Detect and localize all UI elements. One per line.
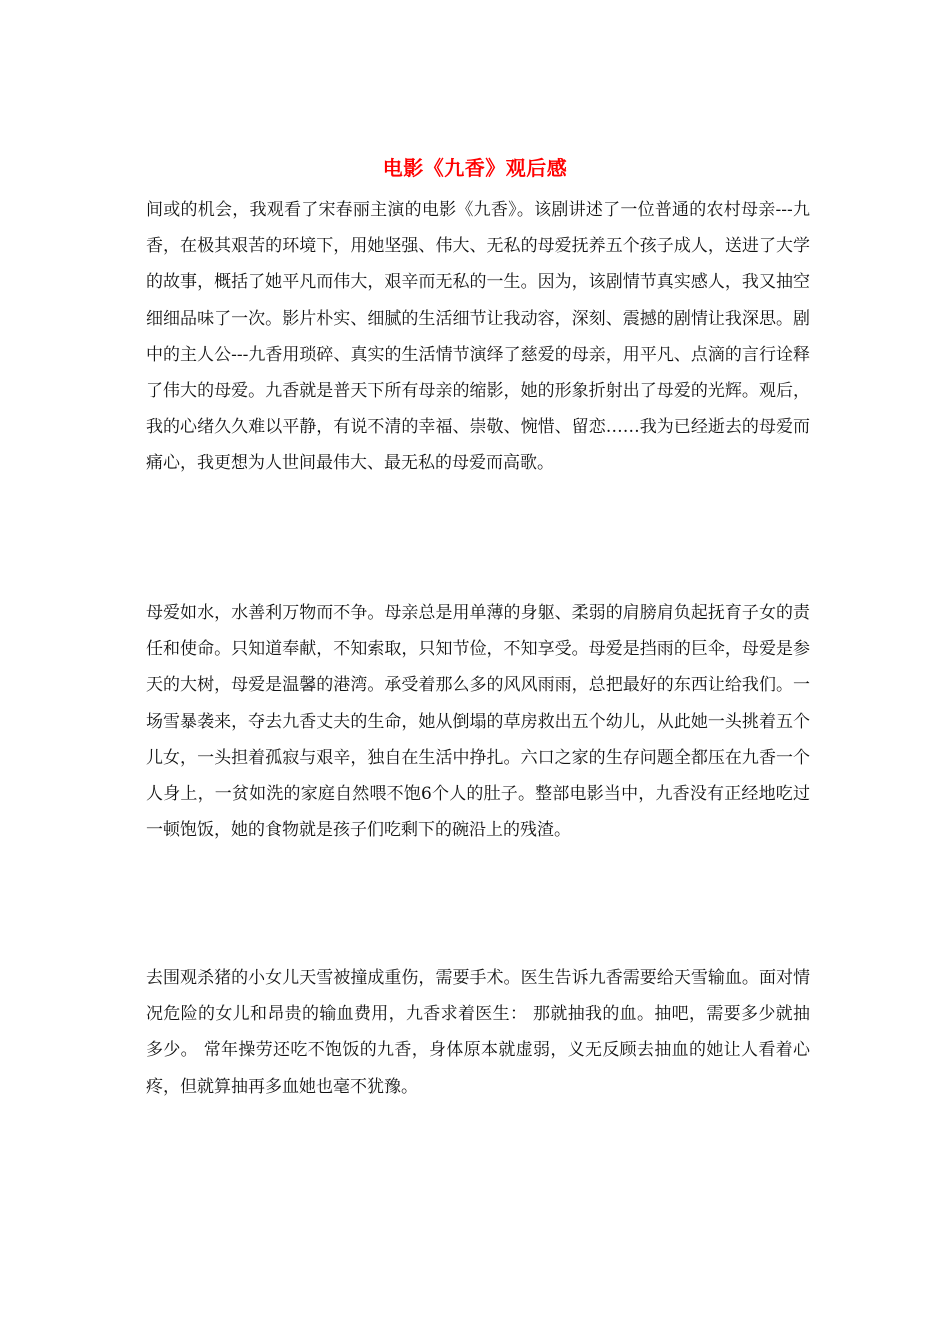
paragraph-3: 去围观杀猪的小女儿天雪被撞成重伤，需要手术。医生告诉九香需要给天雪输血。面对情况危险的女儿和昂贵的输血费用，九香求着医生： 那就抽我的血。抽吧，需要多少就抽多少。 常年操劳还吃不饱饭的九香，身体原本就虚弱，义无反顾去抽血的她让人看着心疼，但就算抽再多血她也毫不犹豫。: [146, 968, 810, 1097]
paragraph-1: 间或的机会，我观看了宋春丽主演的电影《九香》。该剧讲述了一位普通的农村母亲---九香，在极其艰苦的环境下，用她坚强、伟大、无私的母爱抚养五个孩子成人，送进了大学的故事，概括了她平凡而伟大，艰辛而无私的一生。因为，该剧情节真实感人，我又抽空细细品味了一次。影片朴实、细腻的生活细节让我动容，深刻、震撼的剧情让我深思。剧中的主人公---九香用琐碎、真实的生活情节演绎了慈爱的母亲，用平凡、点滴的言行诠释了伟大的母爱。九香就是普天下所有母亲的缩影，她的形象折射出了母爱的光辉。观后，我的心绪久久难以平静，有说不清的幸福、崇敬、惋惜、留恋……我为已经逝去的母爱而痛心，我更想为人世间最伟大、最无私的母爱而高歌。: [146, 200, 810, 474]
paragraph-2: 母爱如水，水善利万物而不争。母亲总是用单薄的身躯、柔弱的肩膀肩负起抚育子女的责任和使命。只知道奉献，不知索取，只知节俭，不知享受。母爱是挡雨的巨伞，母爱是参天的大树，母爱是温馨的港湾。承受着那么多的风风雨雨，总把最好的东西让给我们。一场雪暴袭来，夺去九香丈夫的生命，她从倒塌的草房救出五个幼儿，从此她一头挑着五个儿女，一头担着孤寂与艰辛，独自在生活中挣扎。六口之家的生存问题全都压在九香一个人身上，一贫如洗的家庭自然喂不饱6个人的肚子。整部电影当中，九香没有正经地吃过一顿饱饭，她的食物就是孩子们吃剩下的碗沿上的残渣。: [146, 603, 810, 841]
document-title: 电影《九香》观后感: [382, 156, 568, 180]
